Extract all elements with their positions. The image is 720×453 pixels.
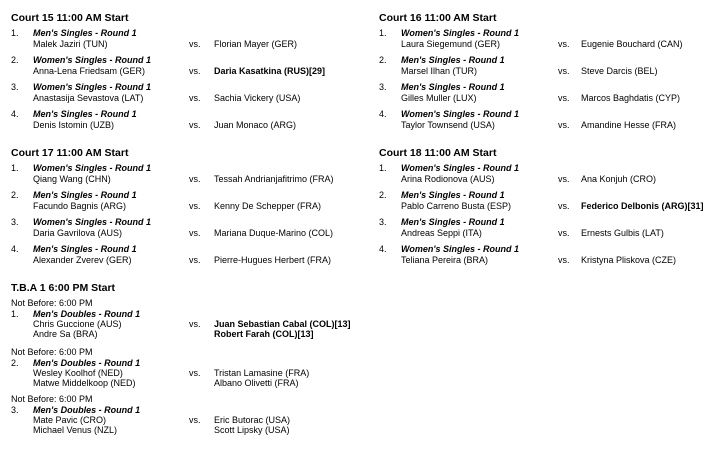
vs-label: vs. <box>189 174 201 184</box>
event-label: Men's Doubles - Round 1 <box>33 405 141 415</box>
vs-label: vs. <box>558 228 570 238</box>
match-row <box>11 55 361 77</box>
player-left-partner: Michael Venus (NZL) <box>33 425 118 435</box>
player-right-seeded: Daria Kasatkina (RUS)[29] <box>214 66 326 76</box>
player-left: Mate Pavic (CRO) <box>33 415 107 425</box>
event-label: Men's Singles - Round 1 <box>401 55 505 65</box>
court-15-block <box>11 12 361 132</box>
player-right: Kristyna Pliskova (CZE) <box>581 255 677 265</box>
vs-label: vs. <box>189 228 201 238</box>
court-title: Court 16 11:00 AM Start <box>379 12 497 24</box>
player-right: Pierre-Hugues Herbert (FRA) <box>214 255 332 265</box>
player-left: Teliana Pereira (BRA) <box>401 255 489 265</box>
player-left-partner: Matwe Middelkoop (NED) <box>33 378 136 388</box>
event-label: Women's Singles - Round 1 <box>33 163 151 173</box>
match-number: 3. <box>11 217 19 227</box>
player-left: Qiang Wang (CHN) <box>33 174 111 184</box>
court-17-block <box>11 147 361 267</box>
match-number: 1. <box>11 309 19 319</box>
vs-label: vs. <box>189 93 201 103</box>
player-right: Amandine Hesse (FRA) <box>581 120 677 130</box>
player-left: Anna-Lena Friedsam (GER) <box>33 66 146 76</box>
player-right: Mariana Duque-Marino (COL) <box>214 228 334 238</box>
match-number: 3. <box>379 217 387 227</box>
match-row <box>379 163 719 185</box>
event-label: Men's Singles - Round 1 <box>401 217 505 227</box>
player-left: Marsel Ilhan (TUR) <box>401 66 478 76</box>
player-right: Juan Monaco (ARG) <box>214 120 297 130</box>
vs-label: vs. <box>189 66 201 76</box>
player-right: Sachia Vickery (USA) <box>214 93 301 103</box>
player-left: Daria Gavrilova (AUS) <box>33 228 123 238</box>
player-left: Chris Guccione (AUS) <box>33 319 122 329</box>
player-left: Facundo Bagnis (ARG) <box>33 201 127 211</box>
match-row <box>379 55 719 77</box>
court-title: T.B.A 1 6:00 PM Start <box>11 282 116 294</box>
tba-1-block <box>11 282 371 452</box>
match-number: 2. <box>11 358 19 368</box>
vs-label: vs. <box>558 255 570 265</box>
match-number: 1. <box>379 163 387 173</box>
player-right: Tristan Lamasine (FRA) <box>214 368 310 378</box>
event-label: Women's Singles - Round 1 <box>401 244 519 254</box>
vs-label: vs. <box>189 39 201 49</box>
vs-label: vs. <box>189 201 201 211</box>
match-row <box>11 109 361 131</box>
court-title: Court 18 11:00 AM Start <box>379 147 497 159</box>
doubles-match <box>11 394 371 438</box>
match-row <box>379 190 719 212</box>
player-right: Steve Darcis (BEL) <box>581 66 658 76</box>
match-row <box>379 82 719 104</box>
event-label: Women's Singles - Round 1 <box>33 82 151 92</box>
event-label: Women's Singles - Round 1 <box>33 217 151 227</box>
event-label: Men's Singles - Round 1 <box>33 244 137 254</box>
doubles-match <box>11 347 371 391</box>
match-number: 2. <box>11 190 19 200</box>
event-label: Women's Singles - Round 1 <box>401 109 519 119</box>
vs-label: vs. <box>558 174 570 184</box>
event-label: Women's Singles - Round 1 <box>401 28 519 38</box>
player-right: Eugenie Bouchard (CAN) <box>581 39 683 49</box>
player-left: Wesley Koolhof (NED) <box>33 368 123 378</box>
event-label: Men's Doubles - Round 1 <box>33 358 141 368</box>
player-right-seeded: Federico Delbonis (ARG)[31] <box>581 201 704 211</box>
player-left: Arina Rodionova (AUS) <box>401 174 495 184</box>
match-row <box>379 109 719 131</box>
match-number: 4. <box>379 109 387 119</box>
event-label: Men's Singles - Round 1 <box>33 190 137 200</box>
match-number: 2. <box>11 55 19 65</box>
vs-label: vs. <box>189 255 201 265</box>
match-number: 3. <box>11 405 19 415</box>
event-label: Men's Singles - Round 1 <box>33 28 137 38</box>
player-right: Marcos Baghdatis (CYP) <box>581 93 681 103</box>
vs-label: vs. <box>189 368 201 378</box>
player-left: Anastasija Sevastova (LAT) <box>33 93 144 103</box>
player-left: Alexander Zverev (GER) <box>33 255 132 265</box>
player-right-partner: Albano Olivetti (FRA) <box>214 378 299 388</box>
vs-label: vs. <box>189 319 201 329</box>
vs-label: vs. <box>558 201 570 211</box>
player-left: Pablo Carreno Busta (ESP) <box>401 201 512 211</box>
vs-label: vs. <box>558 120 570 130</box>
event-label: Women's Singles - Round 1 <box>33 55 151 65</box>
vs-label: vs. <box>189 120 201 130</box>
match-row <box>379 28 719 50</box>
not-before-note: Not Before: 6:00 PM <box>11 347 93 357</box>
player-left: Gilles Muller (LUX) <box>401 93 477 103</box>
match-row <box>11 28 361 50</box>
not-before-note: Not Before: 6:00 PM <box>11 394 93 404</box>
doubles-match <box>11 298 371 342</box>
vs-label: vs. <box>558 66 570 76</box>
match-number: 2. <box>379 55 387 65</box>
match-row <box>11 190 361 212</box>
event-label: Men's Doubles - Round 1 <box>33 309 141 319</box>
court-title: Court 17 11:00 AM Start <box>11 147 129 159</box>
match-number: 1. <box>379 28 387 38</box>
player-left: Malek Jaziri (TUN) <box>33 39 108 49</box>
vs-label: vs. <box>558 39 570 49</box>
player-left-partner: Andre Sa (BRA) <box>33 329 98 339</box>
player-right: Kenny De Schepper (FRA) <box>214 201 322 211</box>
match-row <box>11 217 361 239</box>
vs-label: vs. <box>189 415 201 425</box>
player-right: Eric Butorac (USA) <box>214 415 291 425</box>
player-left: Andreas Seppi (ITA) <box>401 228 482 238</box>
event-label: Women's Singles - Round 1 <box>401 163 519 173</box>
player-right: Florian Mayer (GER) <box>214 39 298 49</box>
match-row <box>11 163 361 185</box>
match-number: 2. <box>379 190 387 200</box>
match-number: 4. <box>11 244 19 254</box>
match-number: 3. <box>11 82 19 92</box>
court-title: Court 15 11:00 AM Start <box>11 12 129 24</box>
not-before-note: Not Before: 6:00 PM <box>11 298 93 308</box>
vs-label: vs. <box>558 93 570 103</box>
event-label: Men's Singles - Round 1 <box>401 190 505 200</box>
player-left: Taylor Townsend (USA) <box>401 120 495 130</box>
player-right: Ernests Gulbis (LAT) <box>581 228 664 238</box>
match-row <box>379 244 719 266</box>
court-16-block <box>379 12 719 132</box>
player-right-seeded: Juan Sebastian Cabal (COL)[13] <box>214 319 351 329</box>
match-number: 1. <box>11 163 19 173</box>
match-number: 3. <box>379 82 387 92</box>
player-right-partner-seeded: Robert Farah (COL)[13] <box>214 329 314 339</box>
event-label: Men's Singles - Round 1 <box>401 82 505 92</box>
match-row <box>11 82 361 104</box>
match-row <box>379 217 719 239</box>
match-number: 4. <box>11 109 19 119</box>
player-right: Ana Konjuh (CRO) <box>581 174 657 184</box>
match-row <box>11 244 361 266</box>
match-number: 4. <box>379 244 387 254</box>
player-right-partner: Scott Lipsky (USA) <box>214 425 290 435</box>
player-left: Laura Siegemund (GER) <box>401 39 501 49</box>
match-number: 1. <box>11 28 19 38</box>
event-label: Men's Singles - Round 1 <box>33 109 137 119</box>
player-left: Denis Istomin (UZB) <box>33 120 115 130</box>
court-18-block <box>379 147 719 267</box>
player-right: Tessah Andrianjafitrimo (FRA) <box>214 174 334 184</box>
